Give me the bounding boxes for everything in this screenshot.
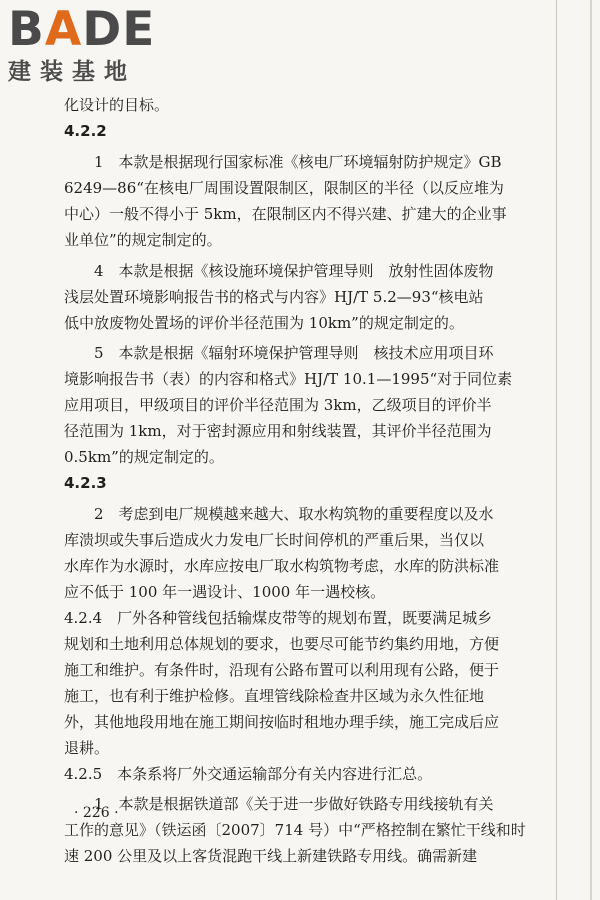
text-line: 外，其他地段用地在施工期间按临时租地办理手续，施工完成后应 bbox=[64, 713, 500, 731]
text-line: 5 本款是根据《辐射环境保护管理导则 核技术应用项目环 bbox=[94, 344, 494, 362]
text-line: 径范围为 1km，对于密封源应用和射线装置，其评价半径范围为 bbox=[64, 422, 492, 440]
text-line: 6249—86“在核电厂周围设置限制区，限制区的半径（以反应堆为 bbox=[64, 179, 504, 197]
text-line: 规划和土地利用总体规划的要求，也要尽可能节约集约用地，方便 bbox=[64, 635, 500, 653]
text-line: 2 考虑到电厂规模越来越大、取水构筑物的重要程度以及水 bbox=[94, 505, 494, 523]
scan-edge-line bbox=[556, 0, 557, 900]
text-line: 0.5km”的规定制定的。 bbox=[64, 448, 224, 466]
text-line: 速 200 公里及以上客货混跑干线上新建铁路专用线。确需新建 bbox=[64, 847, 478, 865]
text-line: 4.2.4 厂外各种管线包括输煤皮带等的规划布置，既要满足城乡 bbox=[64, 609, 493, 627]
logo-subtitle: 建装基地 bbox=[8, 59, 136, 85]
text-line: 应不低于 100 年一遇设计、1000 年一遇校核。 bbox=[64, 583, 386, 601]
logo-wordmark: BADE bbox=[8, 2, 156, 57]
text-line: 4.2.5 本条系将厂外交通运输部分有关内容进行汇总。 bbox=[64, 765, 433, 783]
text-line: 业单位”的规定制定的。 bbox=[64, 231, 222, 249]
page-number: · 226 · bbox=[74, 805, 119, 821]
text-line: 低中放废物处置场的评价半径范围为 10km”的规定制定的。 bbox=[64, 314, 464, 332]
text-line: 应用项目，甲级项目的评价半径范围为 3km，乙级项目的评价半 bbox=[64, 396, 492, 414]
text-line: 1 本款是根据现行国家标准《核电厂环境辐射防护规定》GB bbox=[94, 153, 502, 171]
text-line: 水库作为水源时，水库应按电厂取水构筑物考虑，水库的防洪标准 bbox=[64, 557, 500, 575]
section-heading: 4.2.2 bbox=[64, 122, 107, 140]
text-line: 浅层处置环境影响报告书的格式与内容》HJ/T 5.2—93“核电站 bbox=[64, 288, 484, 306]
text-line: 工作的意见》（铁运函〔2007〕714 号）中“严格控制在繁忙干线和时 bbox=[64, 821, 526, 839]
text-line: 化设计的目标。 bbox=[64, 96, 170, 114]
scan-edge-shadow bbox=[590, 0, 592, 900]
text-line: 库溃坝或失事后造成火力发电厂长时间停机的严重后果，当仅以 bbox=[64, 531, 485, 549]
text-line: 中心）一般不得小于 5km，在限制区内不得兴建、扩建大的企业事 bbox=[64, 205, 507, 223]
logo bbox=[8, 4, 176, 90]
text-line: 施工和维护。有条件时，沿现有公路布置可以利用现有公路，便于 bbox=[64, 661, 500, 679]
text-line: 退耕。 bbox=[64, 739, 110, 757]
section-heading: 4.2.3 bbox=[64, 474, 107, 492]
text-line: 1 本款是根据铁道部《关于进一步做好铁路专用线接轨有关 bbox=[94, 795, 494, 813]
text-line: 4 本款是根据《核设施环境保护管理导则 放射性固体废物 bbox=[94, 262, 494, 280]
text-line: 境影响报告书（表）的内容和格式》HJ/T 10.1—1995“对于同位素 bbox=[64, 370, 513, 388]
text-line: 施工，也有利于维护检修。直埋管线除检查井区域为永久性征地 bbox=[64, 687, 485, 705]
